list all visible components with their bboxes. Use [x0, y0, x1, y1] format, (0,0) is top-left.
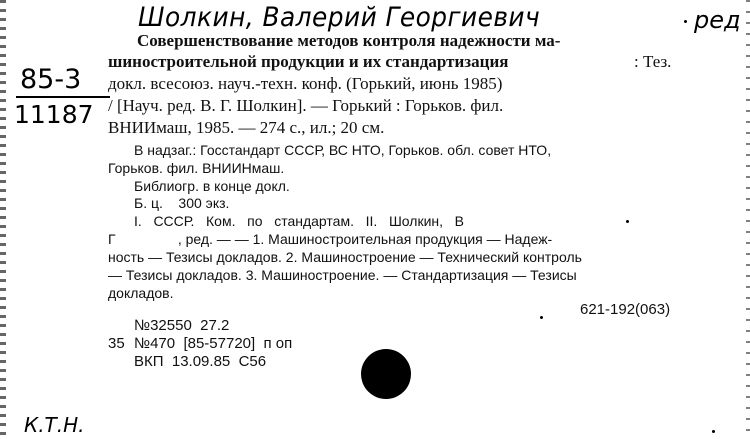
card-left-edge [0, 0, 6, 439]
udc-classification: 621-192(063) [580, 301, 671, 318]
handwritten-author-note: Шолкин, Валерий Георгиевич [138, 2, 541, 33]
note-copies: Б. ц. 300 экз. [134, 195, 230, 211]
subjects-line3: ность — Тезисы докладов. 2. Машиностроение — Технический контроль [108, 249, 582, 265]
subjects-line5: докладов. [108, 285, 174, 301]
entry-publisher-line: ВНИИмаш, 1985. — 274 с., ил.; 20 см. [108, 118, 385, 137]
shelf-code-underline [16, 96, 110, 98]
subjects-mark [626, 220, 629, 223]
note-nadzag-line2: Горьков. фил. ВНИИНмаш. [108, 160, 285, 176]
entry-title-rest: : Тез. [634, 52, 672, 71]
registry-prefix: 35 [108, 335, 125, 352]
card-right-edge [746, 0, 750, 439]
card-punch-hole [361, 349, 411, 399]
entry-editor-line: / [Науч. ред. В. Г. Шолкин]. — Горький : Горьков. фил. [108, 96, 504, 115]
note-bibliography: Библиогр. в конце докл. [134, 178, 290, 194]
handwritten-stamp: К.Т.Н. [24, 413, 85, 437]
handwritten-shelf-number: 11187 [14, 100, 94, 129]
entry-imprint-line: докл. всесоюз. науч.-техн. конф. (Горький, июнь 1985) [108, 74, 503, 93]
registry-vkp: ВКП 13.09.85 С56 [134, 353, 267, 370]
subjects-line4: — Тезисы докладов. 3. Машиностроение. — Стандартизация — Тезисы [108, 267, 577, 283]
registry-number: №32550 27.2 [134, 317, 230, 334]
stray-mark [540, 316, 543, 319]
handwritten-shelf-code: 85-3 [20, 64, 82, 95]
entry-title-line1: Совершенствование методов контроля надежности ма- [137, 31, 561, 50]
handwritten-comma-mark [684, 20, 687, 23]
note-nadzag-line1: В надзаг.: Госстандарт СССР, ВС НТО, Горьков. обл. совет НТО, [134, 142, 552, 158]
registry-order: №470 [85-57720] п оп [134, 335, 293, 352]
entry-title-line2: шиностроительной продукции и их стандартизация [108, 52, 509, 71]
handwritten-red-note: ред [694, 6, 741, 34]
subjects-line2: Г , ред. — — 1. Машиностроительная продукция — Надеж- [108, 231, 553, 247]
stray-mark [712, 430, 715, 433]
subjects-line1: I. СССР. Ком. по стандартам. II. Шолкин, В [134, 213, 465, 229]
